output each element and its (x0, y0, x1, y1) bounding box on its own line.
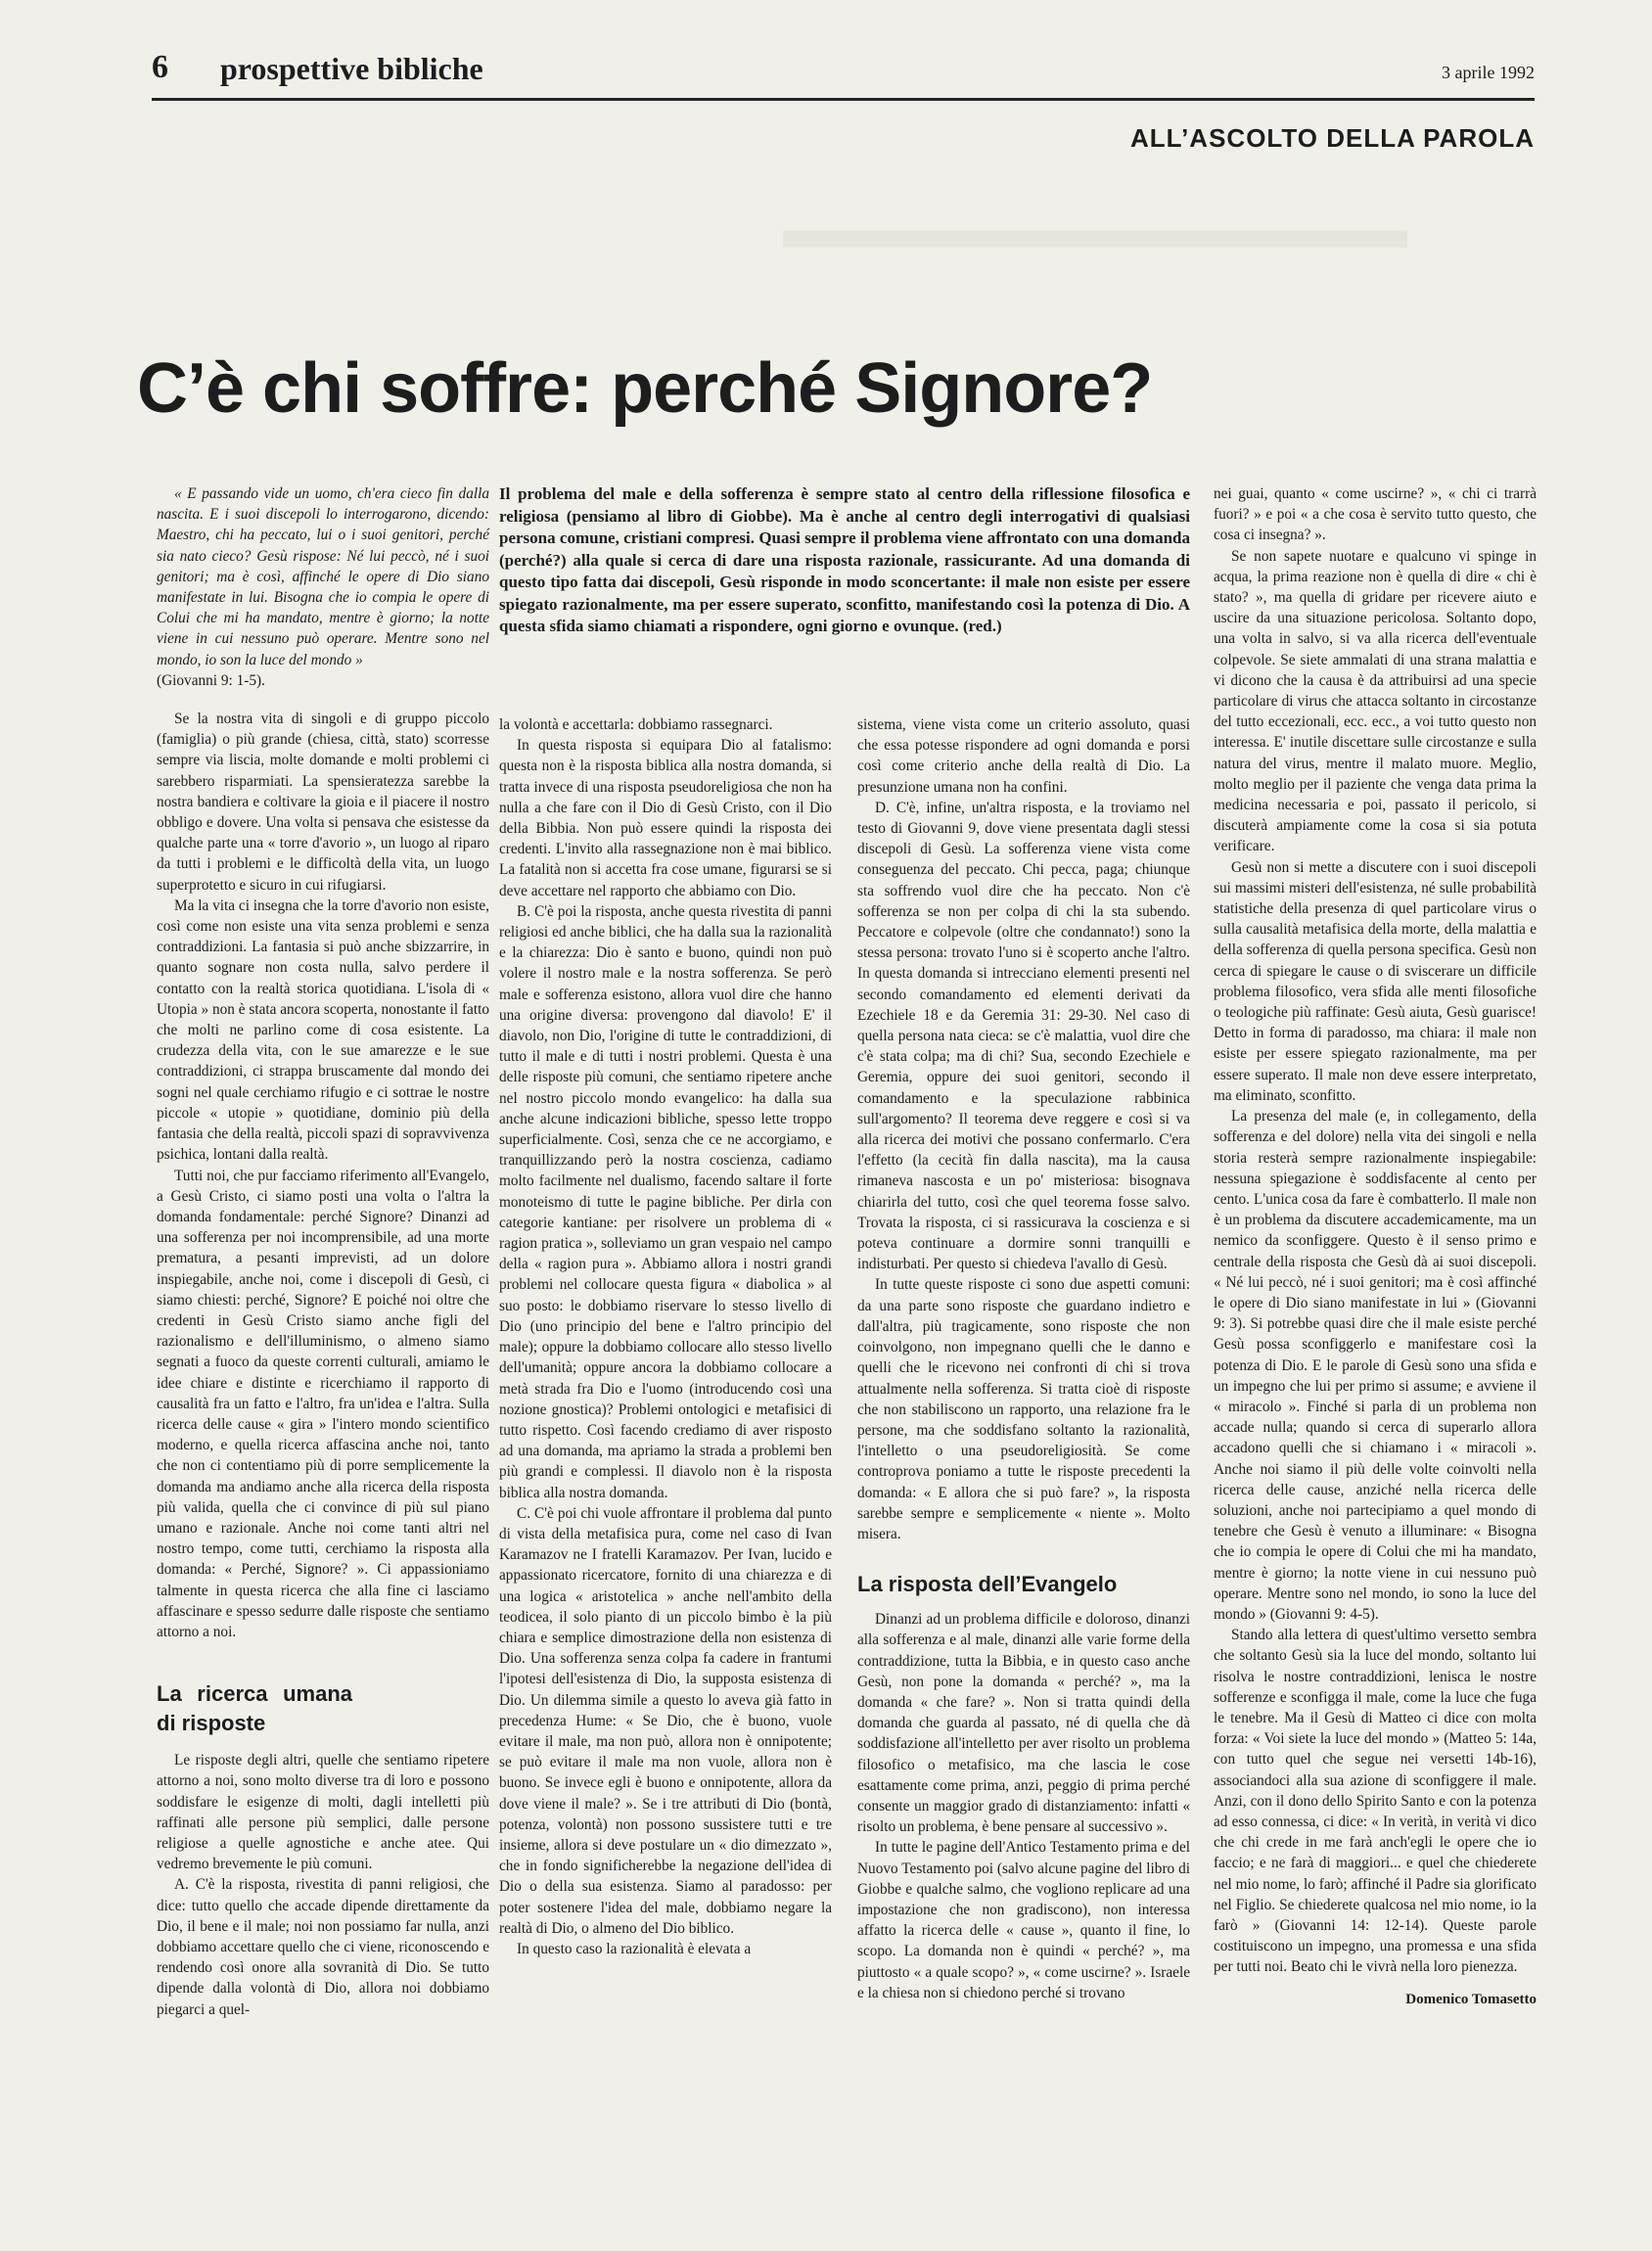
article-title: C’è chi soffre: perché Signore? (137, 349, 1153, 428)
paragraph: In questo caso la razionalità è elevata a (517, 1940, 752, 1957)
paragraph: Tutti noi, che pur facciamo riferimento all'Evangelo, a Gesù Cristo, ci siamo posti una volta o l'altra la domanda fondamentale: perché Signore? Dinanzi ad una sofferenza per noi incomprensibile, ad una morte prematura, a pesanti imprevisti, ad un dolore inspiegabile, anche noi, come i discepoli di Gesù, ci siamo chiesti: perché, Signore? E poiché noi oltre che credenti in Gesù Cristo siamo anche figli del razionalismo e dell'illuminismo, o almeno siamo segnati a fuoco da queste correnti culturali, amiamo le idee chiare e distinte e ricerchiamo il rapporto di causalità fra un fatto e l'altro, fra un'idea e l'altra. Sulla ricerca delle cause « gira » l'intero mondo scientifico moderno, e quella ricerca affascina anche noi, tanto che non ci contentiamo più di porre semplicemente la domanda ma andiamo anche alla ricerca della risposta più valida, quella che ci convince di più sul piano umano e razionale. Anche noi come tanti altri nel nostro tempo, come tutti, cerchiamo la risposta alla domanda: « Perché, Signore? ». Ci appassioniamo talmente in questa ricerca che alla fine ci lasciamo affascinare e spesso sedurre dalle risposte che sentiamo attorno a noi. (157, 1167, 489, 1640)
epigraph-text: « E passando vide un uomo, ch'era cieco fin dalla nascita. E i suoi discepoli lo interrogarono, dicendo: Maestro, chi ha peccato, lui o i suoi genitori, perché sia nato cieco? Gesù rispose: Né lui peccò, né i suoi genitori; ma è così, affinché le opere di Dio siano manifestate in lui. Bisogna che io compia le opere di Colui che mi ha mandato, mentre è giorno; la notte viene in cui nessuno può operare. Mentre sono nel mondo, io son la luce del mondo » (157, 485, 489, 668)
column-4 (1214, 483, 1537, 2008)
epigraph (157, 483, 489, 670)
paragraph: Gesù non si mette a discutere con i suoi discepoli sui massimi misteri dell'esistenza, né sulle probabilità statistiche della presenza di quel particolare virus o sulla causalità metafisica della morte, della malattia e della sofferenza di quella persona specifica. Gesù non cerca di spiegare le cause o di sviscerare un difficile problema filosofico, vera sfida alle menti filosofiche o teologiche più raffinate: Gesù aiuta, Gesù guarisce! Detto in forma di paradosso, ma chiara: il male non esiste per essere spiegato razionalmente, ma per essere superato. Il male non deve essere interpretato, ma eliminato, sconfitto. (1214, 858, 1537, 1104)
subheading-evangelo: La risposta dell’Evangelo (857, 1572, 1118, 1597)
paragraph: Se non sapete nuotare e qualcuno vi spinge in acqua, la prima reazione non è quella di dire « chi è stato? », ma quella di gridare per ricevere aiuto e uscire da una situazione pericolosa. Soltanto dopo, una volta in salvo, si va alla ricerca dell'eventuale colpevole. Se siete ammalati di una strana malattia e vi dicono che la causa è da attribuirsi ad una specie particolare di virus che attacca soltanto in circostanze del tutto eccezionali, ecc. ecc., a voi tutto questo non interessa. E' inutile discettare sulle circostanze e sulla natura del virus, mentre il malato muore. Meglio, molto meglio per il paziente che venga data prima la medicina necessaria e poi, passato il pericolo, si discuterà ampiamente come la cosa si sia potuta verificare. (1214, 547, 1537, 855)
subheading-ricerca: La ricerca umana di risposte (157, 1681, 352, 1736)
section-label: ALL’ASCOLTO DELLA PAROLA (1129, 123, 1535, 153)
paragraph: la volontà e accettarla: dobbiamo rassegnarci. (499, 716, 773, 733)
paragraph: La presenza del male (e, in collegamento, della sofferenza e del dolore) nella vita dei singoli e nella storia resterà sempre razionalmente inspiegabile: nessuna spiegazione è soddisfacente al cento per cento. L'unica cosa da fare è combatterlo. Il male non è un problema da discutere accademicamente, ma un nemico da sconfiggere. Questo è il senso primo e centrale della risposta che Gesù dà ai suoi discepoli. « Né lui peccò, né i suoi genitori; ma è così affinché le opere di Dio siano manifestate in lui » (Giovanni 9: 3). Si potrebbe quasi dire che il male esiste perché Gesù possa sconfiggerlo e manifestare così la potenza di Dio. E le parole di Gesù sono una sfida e un impegno che lui per primo si assume; e avviene il « miracolo ». Finché si parla di un problema non accade nulla; quando si cerca di superarlo allora accadono quelli che si chiamano i « miracoli ». Anche noi siamo il più delle volte coinvolti nella ricerca delle cause, anziché nella ricerca delle soluzioni, anche noi partecipiamo a quel mondo di tenebre che Gesù è venuto a illuminare: « Bisogna che io compia le opere di Colui che mi ha mandato, mentre è giorno; la notte viene in cui nessuno può operare. Mentre sono nel mondo, io sono la luce del mondo » (Giovanni 9: 4-5). (1214, 1108, 1537, 1623)
issue-date: 3 aprile 1992 (1442, 63, 1535, 82)
paragraph: Le risposte degli altri, quelle che sentiamo ripetere attorno a noi, sono molto diverse tra di loro e possono soddisfare le esigenze di molti, dagli intelletti più raffinati alle persone più semplici, dalle persone religiose a quelle agnostiche e anche atee. Qui vedremo brevemente le più comuni. (157, 1752, 489, 1873)
paragraph: sistema, viene vista come un criterio assoluto, quasi che essa potesse rispondere ad ogni domanda e porsi così come criterio anche della realtà di Dio. La presunzione umana non ha confini. (857, 716, 1190, 796)
author-byline: Domenico Tomasetto (1405, 1991, 1537, 2007)
paragraph: Ma la vita ci insegna che la torre d'avorio non esiste, così come non esiste una vita senza problemi e senza contraddizioni. La fantasia si può anche sbizzarrire, in quanto sognare non costa nulla, salvo perdere il contatto con la realtà storica quotidiana. L'isola di « Utopia » non è stata ancora scoperta, nonostante il fatto che molti ne parlino come di cosa esistente. La crudezza della vita, con le sue amarezze e le sue contraddizioni, ci strappa bruscamente dal mondo dei sogni nel quale cerchiamo rifugio e ci sottrae le nostre piccole « utopie » quotidiane, dominio più della fantasia che della realtà, piccoli spazi di sopravvivenza psichica, lontani dalla realtà. (157, 896, 489, 1164)
paragraph: Dinanzi ad un problema difficile e doloroso, dinanzi alla sofferenza e al male, dinanzi alle varie forme della contraddizione, tutta la Bibbia, e in questo caso anche Gesù, non pone la domanda « perché? », ma la domanda « che fare? ». Non si tratta quindi della domanda che guarda al passato, né di quella che dà soddisfazione all'intelletto per aver risolto un problema filosofico o metafisico, ma che lascia le cose esattamente come prima, anzi, peggio di prima perché consente un maggior grado di distanziamento: infatti « risolto un problema, è bene pensare al successivo ». (857, 1611, 1190, 1836)
journal-title: prospettive bibliche (220, 51, 483, 86)
paragraph: Stando alla lettera di quest'ultimo versetto sembra che soltanto Gesù sia la luce del mondo, soltanto lui risolva le nostre contraddizioni, lenisca le nostre sofferenze e sconfigga il male, come la luce che fuga le tenebre. Ma il Gesù di Matteo ci dice con molta forza: « Voi siete la luce del mondo » (Matteo 5: 14a, con tutto quel che segue nei versetti 14b-16), associandoci alla sua azione di sconfiggere il male. Anzi, con il dono dello Spirito Santo e con la potenza ad esso connessa, ci dice: « In verità, in verità vi dico che chi crede in me farà anch'egli le opere che io faccio; e ne farà di maggiori... e quel che chiederete nel mio nome, lo farò; affinché il Padre sia glorificato nel Figlio. Se chiederete qualcosa nel mio nome, io la farò » (Giovanni 14: 12-14). Queste parole costituiscono un impegno, una promessa e una sfida per tutti noi. Beato chi le vivrà nella loro pienezza. (1214, 1627, 1537, 1976)
paragraph: In tutte queste risposte ci sono due aspetti comuni: da una parte sono risposte che guardano indietro e dall'altra, più tragicamente, sono risposte che non coinvolgono, non impegnano quelli che le danno e quelli che le ricevono nei confronti di chi si trova attualmente nella sofferenza. Si tratta cioè di risposte che non stabiliscono un rapporto, una relazione fra le persone, ma che soddisfano soltanto la razionalità, l'intelletto o una pseudoreligiosità. Se come controprova poniamo a tutte le risposte precedenti la domanda: « E allora che si può fare? », la risposta sarebbe sempre e semplicemente « niente ». Molto misera. (857, 1276, 1190, 1542)
column-3 (857, 714, 1190, 2003)
header-rule (152, 98, 1535, 101)
paragraph: In tutte le pagine dell'Antico Testamento prima e del Nuovo Testamento poi (salvo alcune pagine del libro di Giobbe e qualche salmo, che vogliono replicare ad una impostazione che non gradiscono), non interessa affatto la ricerca delle « cause », quanto il fine, lo scopo. La domanda non è quindi « perché? », ma piuttosto « a quale scopo? », « come uscirne? ». Israele e la chiesa non si chiedono perché si trovano (857, 1839, 1190, 2001)
paragraph: In questa risposta si equipara Dio al fatalismo: questa non è la risposta biblica alla nostra domanda, si tratta invece di una risposta pseudoreligiosa che non ha nulla a che fare con il Dio di Gesù Cristo, con il Dio della Bibbia. Non può essere quindi la risposta dei credenti. L'invito alla rassegnazione non è mai biblico. La fatalità non si accetta fra cose umane, figurarsi se si deve accettare nel rapporto che abbiamo con Dio. (499, 737, 832, 899)
page-number: 6 (152, 49, 168, 85)
paragraph: nei guai, quanto « come uscirne? », « chi ci trarrà fuori? » e poi « a che cosa è servito tutto questo, che cosa ci insegna? ». (1214, 485, 1537, 544)
column-2 (499, 714, 832, 1959)
paragraph: Se la nostra vita di singoli e di gruppo piccolo (famiglia) o più grande (chiesa, città, stato) scorresse sempre via liscia, molte domande e molti problemi ci sarebbero risparmiati. La spensieratezza sarebbe la nostra bandiera e coltivare la gioia e il piacere il nostro obbligo e dovere. Una volta si pensava che esistesse da qualche parte una « torre d'avorio », un luogo al riparo da tutti i problemi e le difficoltà della vita, un luogo superprotetto e sicuro in cui rifugiarsi. (157, 711, 489, 894)
paragraph: D. C'è, infine, un'altra risposta, e la troviamo nel testo di Giovanni 9, dove viene presentata dagli stessi discepoli di Gesù. La sofferenza viene vista come conseguenza del peccato. Chi pecca, paga; chiunque sta soffrendo vuol dire che ha peccato. Non c'è sofferenza se non per colpa di chi la sta subendo. Peccatore e colpevole (oltre che condannato!) sono la stessa persona: trovato l'uno si è scoperto anche l'altro. In questa domanda si intrecciano elementi presenti nel secondo comandamento ed elementi derivati da Ezechiele 18 e da Geremia 31: 29-30. Nel caso di quella persona nata cieca: se c'è malattia, vuol dire che c'è stata colpa; ma di chi? Sua, secondo Ezechiele e Geremia, oppure dei suoi genitori, secondo il comandamento e la speculazione rabbinica sull'argomento? Il teorema deve reggere e così si va alla ricerca dei motivi che possano confermarlo. C'era l'effetto (la cecità fin dalla nascita), ma la causa rimaneva nascosta e un po' misteriosa: bisognava chiarirla del tutto, così che quel teorema fosse salvo. Trovata la risposta, ci si rassicurava la coscienza e si poteva continuare a dormire sonni tranquilli e indisturbati. Per questo si chiedeva l'avallo di Gesù. (857, 799, 1190, 1273)
paragraph: A. C'è la risposta, rivestita di panni religiosi, che dice: tutto quello che accade dipende direttamente da Dio, il bene e il male; noi non possiamo far nulla, anzi dobbiamo accettare quello che ci viene, riconoscendo e rendendo così onore alla sovranità di Dio. Se tutto dipende dalla volontà di Dio, allora noi dobbiamo piegarci a quel- (157, 1876, 489, 2018)
lead-paragraph: Il problema del male e della sofferenza è sempre stato al centro della riflessione filosofica e religiosa (pensiamo al libro di Giobbe). Ma è anche al centro degli interrogativi di qualsiasi persona comune, cristiani compresi. Quasi sempre il problema viene affrontato con una domanda (perché?) alla quale si cerca di dare una risposta razionale, rassicurante. Ad una domanda di questo tipo fatta dai discepoli, Gesù risponde in modo sconcertante: il male non esiste per essere spiegato razionalmente, ma per essere superato, sconfitto, manifestando così la potenza di Dio. A questa sfida siamo chiamati a rispondere, ogni giorno e ovunque. (red.) (499, 484, 1190, 635)
column-1 (157, 483, 489, 2020)
show-through-ghost: ▬▬▬▬▬▬▬▬▬▬▬ (783, 197, 1407, 260)
epigraph-reference: (Giovanni 9: 1-5). (157, 671, 265, 689)
paragraph: B. C'è poi la risposta, anche questa rivestita di panni religiosi ed anche biblici, che ha dalla sua la razionalità e la chiarezza: Dio è santo e buono, quindi non può volere il nostro male e la nostra sofferenza. Se però male e sofferenza esistono, allora vuol dire che hanno una origine diversa: provengono dal diavolo! E' il diavolo, non Dio, l'origine di tutte le contraddizioni, di tutto il male e di tutti i nostri problemi. Questa è una delle risposte più comuni, che sentiamo ripetere anche nel nostro piccolo mondo evangelico: ha dalla sua anche alcune indicazioni bibliche, spesso lette troppo superficialmente. Così, senza che ce ne accorgiamo, e tranquillizzando però la nostra coscienza, cadiamo molto facilmente nel dualismo, facendo saltare il forte monoteismo di tutte le pagine bibliche. Per dirla con categorie kantiane: per risolvere un problema di « ragion pratica », solleviamo un gran vespaio nel campo della « ragion pura ». Abbiamo allora i nostri grandi problemi nel collocare questa figura « diabolica » al suo posto: le dobbiamo riservare lo stesso livello di Dio (uno principio del bene e l'altro principio del male); oppure la dobbiamo collocare allo stesso livello dell'umanità; oppure ancora la dobbiamo collocare a metà strada fra Dio e l'uomo (introducendo così una nozione gnostica)? Problemi ontologici e metafisici di tutto rispetto. Così facendo crediamo di aver risposto ad una domanda, ma apriamo la strada a problemi ben più grandi e complessi. Il diavolo non è la risposta biblica alla nostra domanda. (499, 902, 832, 1501)
paragraph: C. C'è poi chi vuole affrontare il problema dal punto di vista della metafisica pura, come nel caso di Ivan Karamazov ne I fratelli Karamazov. Per Ivan, lucido e appassionato ricercatore, fornito di una chiarezza e di una logica « aristotelica » anche nell'ambito della teodicea, il solo pianto di un piccolo bimbo è la più chiara e semplice dimostrazione della non esistenza di Dio. Una sofferenza senza colpa fa cadere in frantumi l'ipotesi dell'esistenza di Dio, la supposta esistenza di Dio. Un dilemma simile a questo lo aveva già fatto in precedenza Hume: « Se Dio, che è buono, vuole evitare il male, ma non può, allora non è onnipotente; se può evitare il male ma non vuole, allora non è buono. Se invece egli è buono e onnipotente, allora da dove viene il male? ». Se i tre attributi di Dio (bontà, potenza, volontà) non possono sussistere tutti e tre insieme, allora si deve postulare un « dio dimezzato », che in fondo significherebbe la negazione dell'idea di Dio o della sua esistenza. Siamo al paradosso: per poter sostenere l'idea del male, dobbiamo negare la realtà di Dio, o almeno del Dio biblico. (499, 1504, 832, 1937)
